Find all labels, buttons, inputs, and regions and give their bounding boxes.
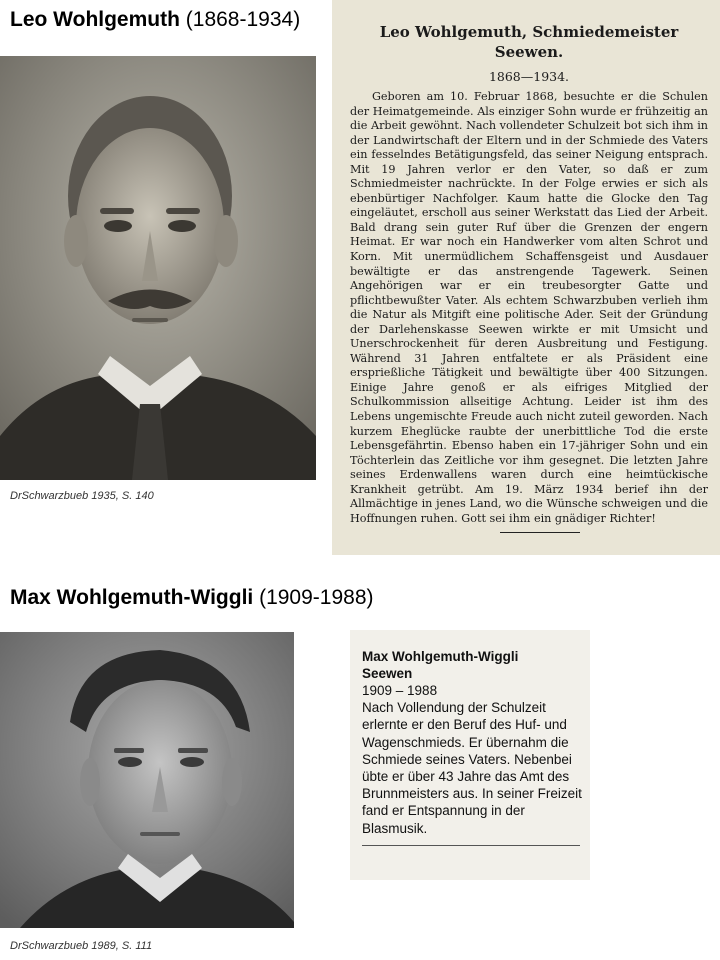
obituary-leo-years: 1868—1934.	[488, 69, 570, 84]
obituary-max-clipping	[350, 630, 590, 880]
heading-leo-years: (1868-1934)	[185, 8, 301, 31]
heading-max-years: (1909-1988)	[259, 586, 374, 609]
obituary-max-title-name: Max Wohlgemuth-Wiggli	[362, 649, 519, 664]
obituary-leo-body: Geboren am 10. Februar 1868, besuchte er die Schulen der Heimatgemeinde. Als einziger Sohn wurde er frühzeitig an die Arbeit gewöhnt. Nach vollendeter Schulzeit bot sich ihm in der Landwirtschaft der Eltern und in der Schmiede des Vaters ein fesselndes Betätigungsfeld, das seiner Neigung entsprach. Mit 19 Jahren verlor er den Vater, so daß er zum Schmiedmeister nachrückte. In der Folge erwies er sich als ebenbürtiger Nachfolger. Kaum hatte die Glocke den Tag eingeläutet, erscholl aus seiner Werkstatt das Lied der Arbeit. Bald drang sein guter Ruf über die Grenzen der engern Heimat. Er war noch ein Handwerker vom alten Schrot und Korn. Mit unermüdlichem Schaffensgeist und Ausdauer bewältigte er das anstrengende Tagewerk. Seinen Angehörigen war er ein treubesorgter Gatte und pflichtbewußter Vater. Als echtem Schwarzbuben verlieh ihm die Natur als Mitgift eine politische Ader. Seit der Gründung der Darlehenskasse Seewen wirkte er mit Umsicht und Unerschrockenheit für deren Ausbreitung und Festigung. Während 31 Jahren entfaltete er als Präsident eine ersprießliche Tätigkeit und bewältigte über 400 Sitzungen. Einige Jahre genoß er als eifriges Mitglied der Schulkommission allseitige Achtung. Leider ist ihm des Lebens ungemischte Freude auch nicht zuteil geworden. Nach kurzem Eheglücke raubte der unerbittliche Tod die erste Lebensgefährtin. Ebenso haben ein 17-jähriger Sohn und ein Töchterlein das Zeitliche vor ihm gesegnet. Die letzten Jahre seines Erdenwallens waren durch eine heimtückische Krankheit getrübt. Am 19. März 1934 berief ihn der Allmächtige in jenes Land, wo die Wünsche schweigen und die Hoffnungen ruhen. Gott sei ihm ein gnädiger Richter!	[350, 90, 708, 525]
portrait-max-photo	[0, 632, 294, 928]
obituary-max-rule	[362, 845, 580, 846]
obituary-max-title-place: Seewen	[362, 666, 413, 681]
caption-max: DrSchwarzbueb 1989, S. 111	[10, 940, 153, 952]
obituary-leo-title: Leo Wohlgemuth, Schmiedemeister Seewen.	[379, 23, 679, 61]
heading-leo-name: Leo Wohlgemuth	[10, 8, 180, 31]
heading-leo	[10, 8, 300, 32]
caption-leo: DrSchwarzbueb 1935, S. 140	[10, 490, 154, 502]
portrait-leo-photo	[0, 56, 316, 480]
obituary-max-years: 1909 – 1988	[362, 683, 438, 698]
obituary-leo-clipping	[332, 0, 720, 555]
heading-max	[10, 586, 374, 610]
obituary-max-body: Nach Vollendung der Schulzeit erlernte er den Beruf des Huf- und Wagenschmieds. Er übernahm die Schmiede seines Vaters. Nebenbei übte er über 43 Jahre das Amt des Brunnmeisters aus. In seiner Freizeit fand er Entspannung in der Blasmusik.	[362, 700, 582, 836]
obituary-leo-rule	[500, 532, 580, 533]
heading-max-name: Max Wohlgemuth-Wiggli	[10, 586, 254, 609]
